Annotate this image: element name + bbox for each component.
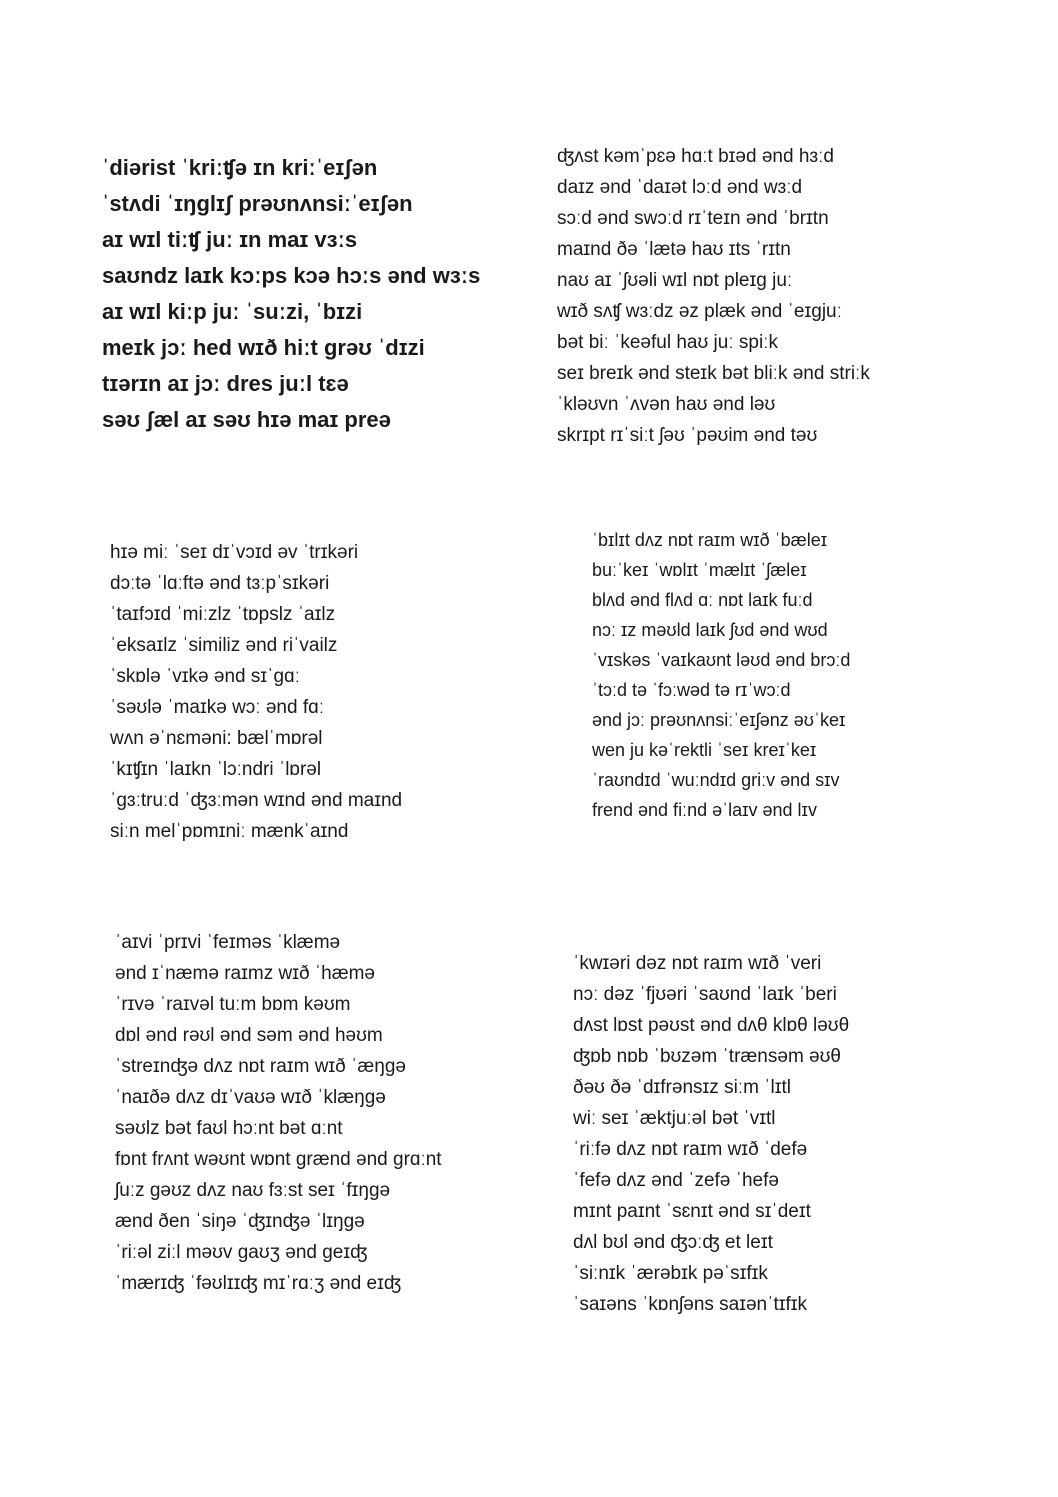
stanza-line: bət biː ˈkeəful haʊ juː spiːk [557,332,778,353]
stanza-line: daɪz ənd ˈdaɪət lɔːd ənd wɜːd [557,177,803,198]
stanza-line: ˈmærɪʤ ˈfəʊlɪɪʤ mɪˈrɑːʒ ənd eɪʤ [115,1273,402,1294]
stanza-2 [557,141,870,451]
stanza-line: ˈnaɪðə dʌz dɪˈvaʊə wɪð ˈklæŋgə [115,1087,386,1108]
stanza-line: dʌl bʊl ənd ʤɔːʤ et leɪt [573,1232,773,1253]
stanza-line: ˈstʌdi ˈɪŋglɪʃ prəʊnʌnsiːˈeɪʃən [102,191,413,216]
stanza-line: seɪ breɪk ənd steɪk bət bliːk ənd striːk [557,363,870,384]
stanza-line: ˈbɪlɪt dʌz nɒt raɪm wɪð ˈbæleɪ [592,530,828,550]
stanza-line: naʊ aɪ ˈʃʊəli wɪl nɒt pleɪg juː [557,270,793,291]
stanza-line: ˈaɪvi ˈprɪvi ˈfeɪməs ˈklæmə [115,932,341,953]
stanza-line: sɔːd ənd swɔːd rɪˈteɪn ənd ˈbrɪtn [557,208,829,229]
stanza-line: ænd ðen ˈsiŋə ˈʤɪnʤə ˈlɪŋgə [115,1211,365,1232]
stanza-line: ˈgɜːtruːd ˈʤɜːmən wɪnd ənd maɪnd [110,790,403,811]
stanza-line: ˈdiərist ˈkriːʧə ɪn kriːˈeɪʃən [102,155,378,180]
stanza-line: wʌn əˈnɛməni: bælˈmɒrəl [110,728,323,749]
stanza-line: ˈtaɪfɔɪd ˈmiːzlz ˈtɒpslz ˈaɪlz [110,604,336,625]
stanza-line: ˈraʊndɪd ˈwuːndɪd griːv ənd sɪv [592,770,840,790]
stanza-line: aɪ wɪl kiːp juː ˈsuːzi, ˈbɪzi [102,299,363,324]
stanza-line: wiː seɪ ˈæktjuːəl bət ˈvɪtl [573,1108,776,1129]
stanza-line: ˈrɪvə ˈraɪvəl tuːm bɒm kəʊm [115,994,351,1015]
stanza-5 [115,927,442,1299]
stanza-line: saʊndz laɪk kɔːps kɔə hɔːs ənd wɜːs [102,263,481,288]
stanza-line: ˈsaɪəns ˈkɒnʃəns saɪənˈtɪfɪk [573,1294,808,1315]
stanza-line: ˈsəʊlə ˈmaɪkə wɔː ənd fɑː [110,697,324,718]
stanza-line: wɪð sʌʧ wɜːdz əz plæk ənd ˈeɪgjuː [557,301,842,322]
stanza-line: buːˈkeɪ ˈwɒlɪt ˈmælɪt ˈʃæleɪ [592,560,807,580]
stanza-line: aɪ wɪl tiːʧ juː ɪn maɪ vɜːs [102,227,358,252]
stanza-line: wen ju kəˈrektli ˈseɪ kreɪˈkeɪ [592,740,817,760]
stanza-line: ˈvɪskəs ˈvaɪkaʊnt ləʊd ənd brɔːd [592,650,851,670]
stanza-line: ˈriːfə dʌz nɒt raɪm wɪð ˈdefə [573,1139,808,1160]
stanza-line: ˈsiːnɪk ˈærəbɪk pəˈsɪfɪk [573,1263,768,1284]
stanza-line: hɪə miː ˈseɪ dɪˈvɔɪd əv ˈtrɪkəri [110,542,359,563]
stanza-line: fɒnt frʌnt wəʊnt wɒnt grænd ənd grɑːnt [115,1149,442,1170]
stanza-line: ˈkləʊvn ˈʌvən haʊ ənd ləʊ [557,394,776,415]
stanza-line: ˈfefə dʌz ənd ˈzefə ˈhefə [573,1170,779,1191]
stanza-line: ˈtɔːd tə ˈfɔːwəd tə rɪˈwɔːd [592,680,791,700]
stanza-line: ˈstreɪnʤə dʌz nɒt raɪm wɪð ˈæŋgə [115,1056,406,1077]
stanza-line: ˈeksaɪlz ˈsimiliz ənd riˈvailz [110,635,338,656]
stanza-6 [573,948,849,1320]
stanza-line: ənd ɪˈnæmə raɪmz wɪð ˈhæmə [115,963,375,984]
stanza-line: ˈkɪʧɪn ˈlaɪkn ˈlɔːndri ˈlɒrəl [110,759,322,780]
stanza-line: səʊlz bət faʊl hɔːnt bət ɑːnt [115,1118,343,1139]
stanza-line: dɒl ənd rəʊl ənd səm ənd həʊm [115,1025,383,1046]
stanza-line: ˈskɒlə ˈvɪkə ənd sɪˈgɑː [110,666,300,687]
stanza-line: ˈriːəl ziːl məʊv gaʊʒ ənd geɪʤ [115,1242,368,1263]
stanza-3 [110,537,402,847]
stanza-line: ʤɒb nɒb ˈbʊzəm ˈtrænsəm əʊθ [573,1046,841,1067]
stanza-line: blʌd ənd flʌd ɑː nɒt laɪk fuːd [592,590,813,610]
stanza-line: mɪnt paɪnt ˈsɛnɪt ənd sɪˈdeɪt [573,1201,811,1222]
stanza-line: ʃuːz gəʊz dʌz naʊ fɜːst seɪ ˈfɪŋgə [115,1180,391,1201]
stanza-line: ənd jɔː prəʊnʌnsiːˈeɪʃənz əʊˈkeɪ [592,710,846,730]
stanza-line: ʤʌst kəmˈpɛə hɑːt bɪəd ənd hɜːd [557,146,834,167]
stanza-line: tɪərɪn aɪ jɔː dres juːl tɛə [102,371,349,396]
stanza-line: meɪk jɔː hed wɪð hiːt grəʊ ˈdɪzi [102,335,425,360]
stanza-line: dʌst lɒst pəʊst ənd dʌθ klɒθ ləʊθ [573,1015,850,1036]
stanza-line: ðəʊ ðə ˈdɪfrənsɪz siːm ˈlɪtl [573,1077,791,1098]
stanza-line: nɔː dəz ˈfjʊəri ˈsaʊnd ˈlaɪk ˈberi [573,984,837,1005]
stanza-line: dɔːtə ˈlɑːftə ənd tɜːpˈsɪkəri [110,573,330,594]
stanza-line: frend ənd fiːnd əˈlaɪv ənd lɪv [592,800,817,820]
stanza-line: skrɪpt rɪˈsiːt ʃəʊ ˈpəʊim ənd təʊ [557,425,818,446]
stanza-line: nɔː ɪz məʊld laɪk ʃʊd ənd wʊd [592,620,828,640]
stanza-4 [592,525,850,825]
stanza-line: ˈkwɪəri dəz nɒt raɪm wɪð ˈveri [573,953,822,974]
stanza-line: səʊ ʃæl aɪ səʊ hɪə maɪ preə [102,407,391,432]
stanza-1 [102,150,480,438]
stanza-line: siːn melˈpɒmɪniː mænkˈaɪnd [110,821,349,842]
stanza-line: maɪnd ðə ˈlætə haʊ ɪts ˈrɪtn [557,239,791,260]
